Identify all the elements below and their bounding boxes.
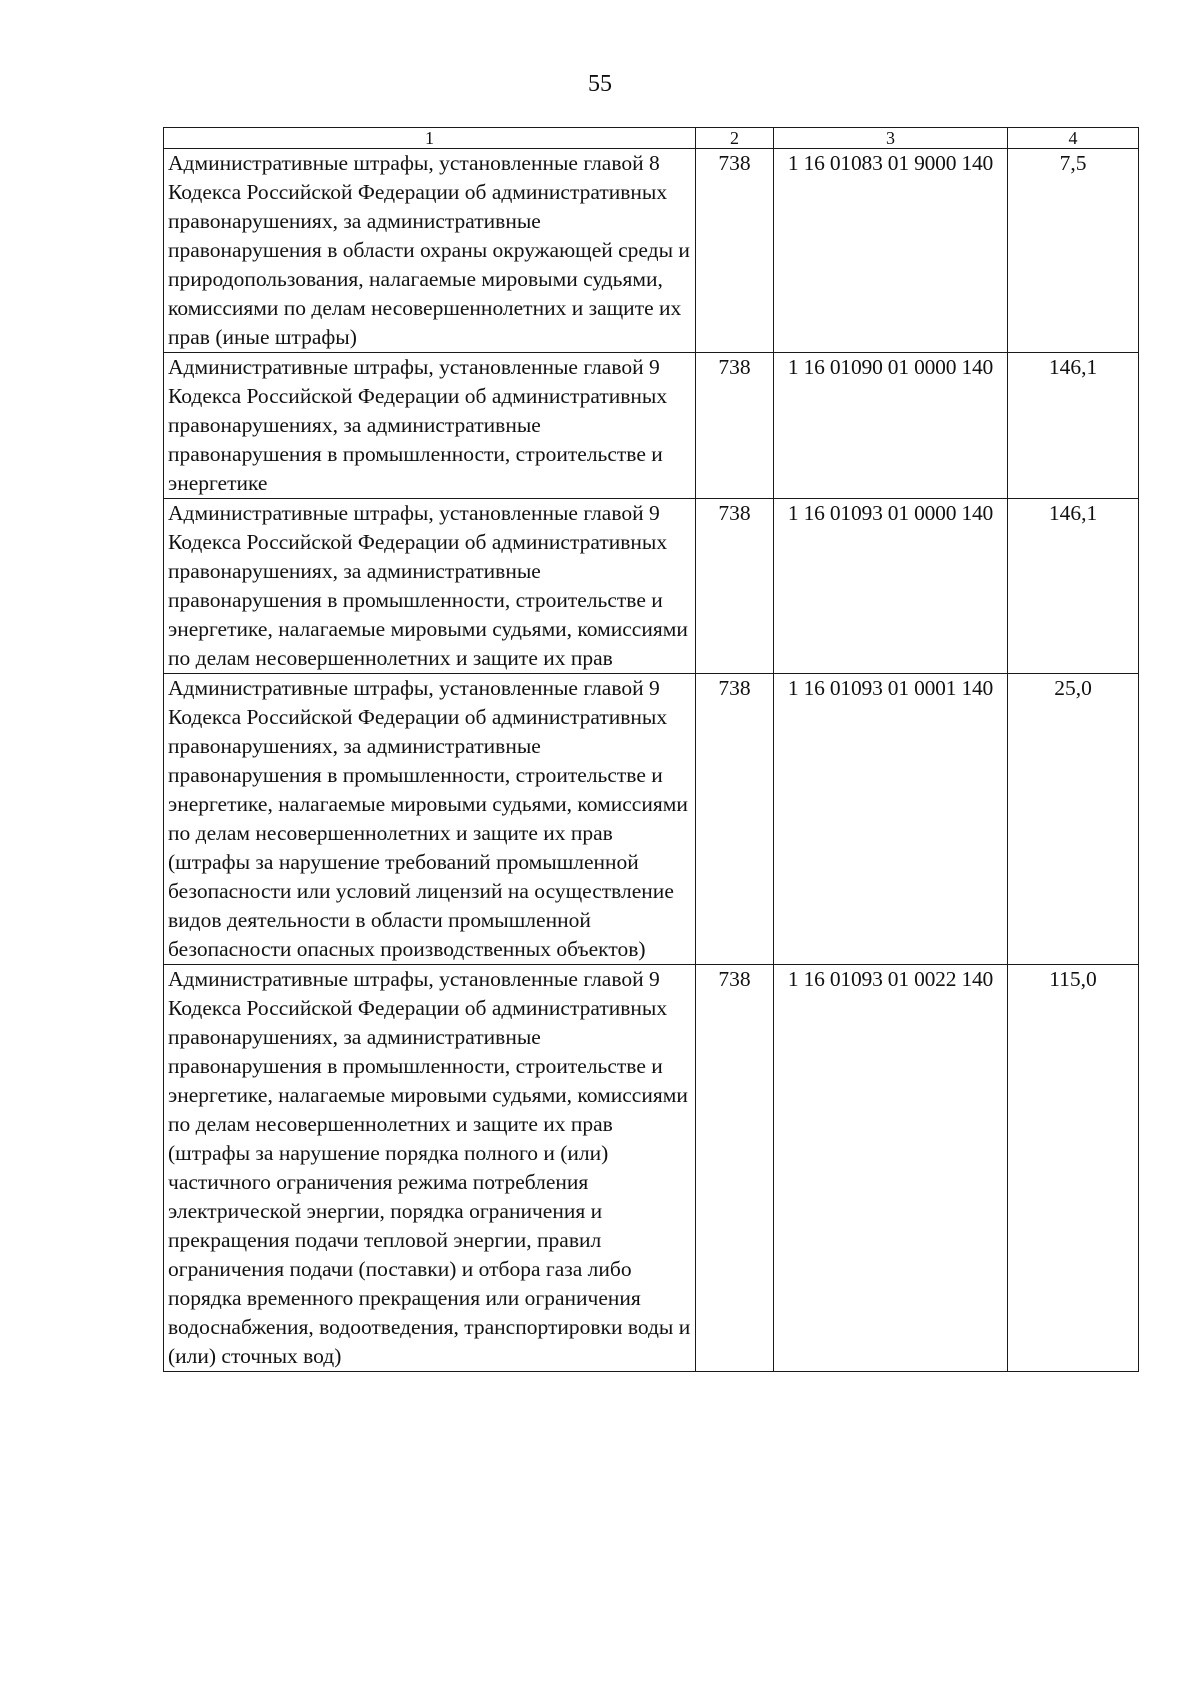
- column-header-2: 2: [696, 128, 774, 149]
- row-admin-code: 738: [696, 149, 774, 353]
- table-header-row: [164, 128, 1139, 149]
- row-amount: 146,1: [1008, 353, 1139, 499]
- table-row: [164, 353, 1139, 499]
- column-header-1: 1: [164, 128, 696, 149]
- row-description: Административные штрафы, установленные главой 9 Кодекса Российской Федерации об административных правонарушениях, за административные правонарушения в промышленности, строительстве и энергетике, налагаемые мировыми судьями, комиссиями по делам несовершеннолетних и защите их прав (штрафы за нарушение требований промышленной безопасности или условий лицензий на осуществление видов деятельности в области промышленной безопасности опасных производственных объектов): [164, 674, 696, 965]
- row-budget-code: 1 16 01083 01 9000 140: [774, 149, 1008, 353]
- table-row: [164, 149, 1139, 353]
- row-description: Административные штрафы, установленные главой 9 Кодекса Российской Федерации об административных правонарушениях, за административные правонарушения в промышленности, строительстве и энергетике, налагаемые мировыми судьями, комиссиями по делам несовершеннолетних и защите их прав (штрафы за нарушение порядка полного и (или) частичного ограничения режима потребления электрической энергии, порядка ограничения и прекращения подачи тепловой энергии, правил ограничения подачи (поставки) и отбора газа либо порядка временного прекращения или ограничения водоснабжения, водоотведения, транспортировки воды и (или) сточных вод): [164, 965, 696, 1372]
- row-admin-code: 738: [696, 353, 774, 499]
- revenue-table: [163, 127, 1139, 1372]
- table-row: [164, 965, 1139, 1372]
- row-budget-code: 1 16 01093 01 0000 140: [774, 499, 1008, 674]
- table-row: [164, 674, 1139, 965]
- row-amount: 146,1: [1008, 499, 1139, 674]
- row-admin-code: 738: [696, 674, 774, 965]
- column-header-4: 4: [1008, 128, 1139, 149]
- row-admin-code: 738: [696, 499, 774, 674]
- row-admin-code: 738: [696, 965, 774, 1372]
- table-row: [164, 499, 1139, 674]
- row-description: Административные штрафы, установленные главой 8 Кодекса Российской Федерации об административных правонарушениях, за административные правонарушения в области охраны окружающей среды и природопользования, налагаемые мировыми судьями, комиссиями по делам несовершеннолетних и защите их прав (иные штрафы): [164, 149, 696, 353]
- page-number: 55: [588, 71, 612, 97]
- row-budget-code: 1 16 01090 01 0000 140: [774, 353, 1008, 499]
- row-amount: 7,5: [1008, 149, 1139, 353]
- row-budget-code: 1 16 01093 01 0022 140: [774, 965, 1008, 1372]
- column-header-3: 3: [774, 128, 1008, 149]
- row-budget-code: 1 16 01093 01 0001 140: [774, 674, 1008, 965]
- row-amount: 115,0: [1008, 965, 1139, 1372]
- row-description: Административные штрафы, установленные главой 9 Кодекса Российской Федерации об административных правонарушениях, за административные правонарушения в промышленности, строительстве и энергетике, налагаемые мировыми судьями, комиссиями по делам несовершеннолетних и защите их прав: [164, 499, 696, 674]
- row-amount: 25,0: [1008, 674, 1139, 965]
- row-description: Административные штрафы, установленные главой 9 Кодекса Российской Федерации об административных правонарушениях, за административные правонарушения в промышленности, строительстве и энергетике: [164, 353, 696, 499]
